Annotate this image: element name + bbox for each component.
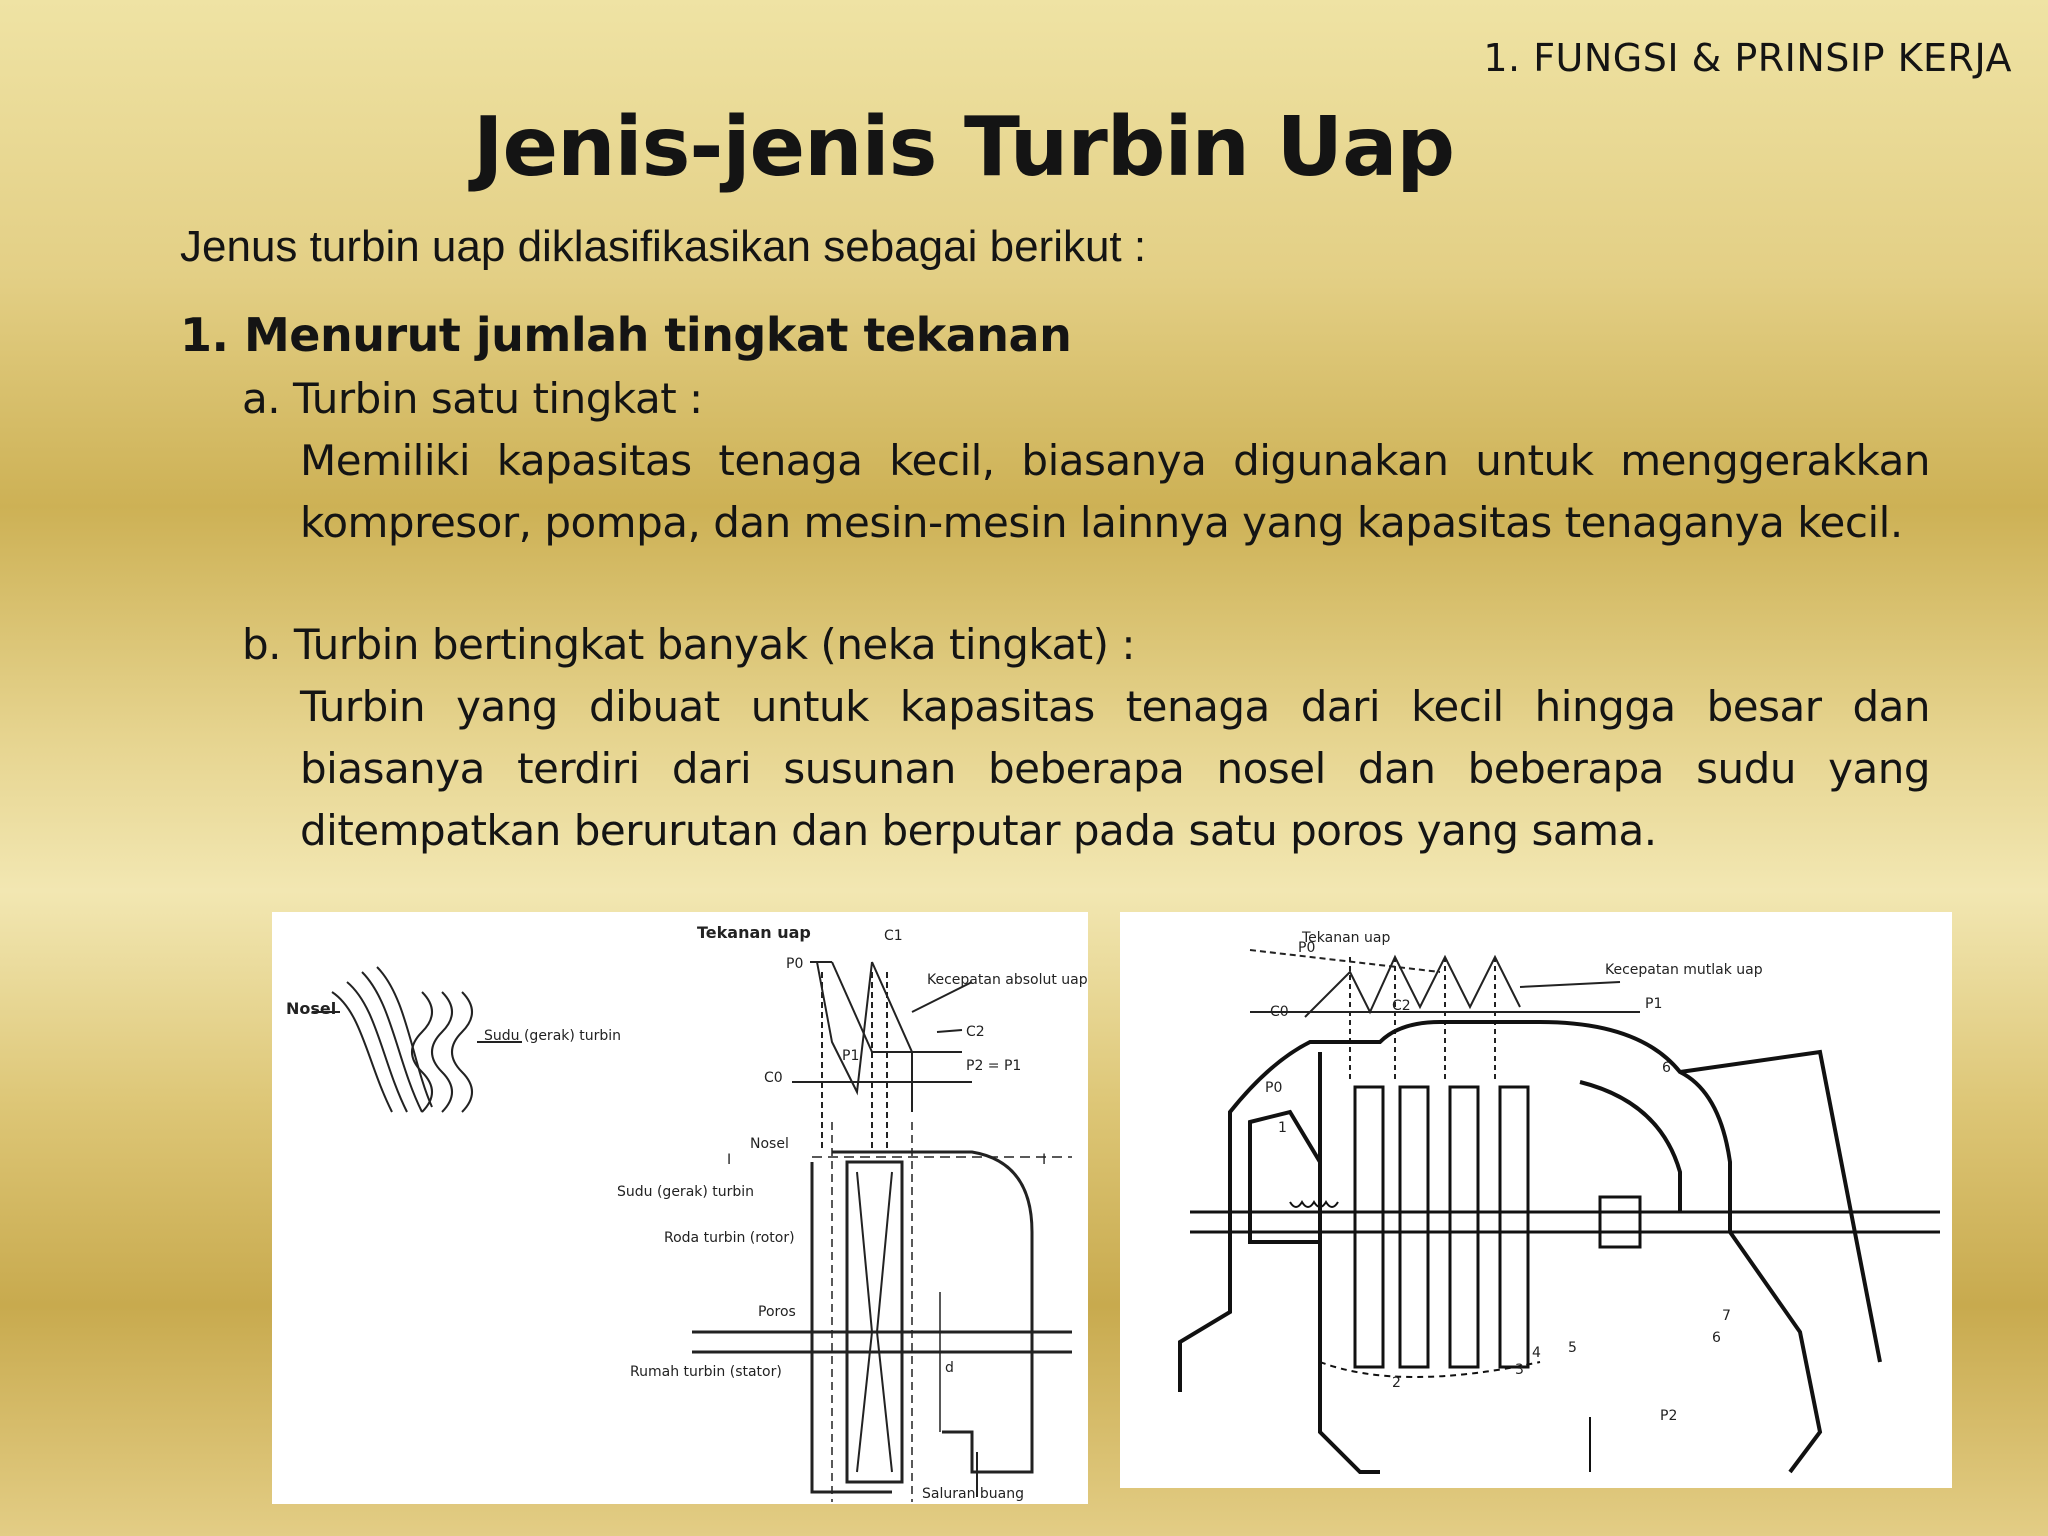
single-stage-turbine-diagram: [272, 912, 1088, 1504]
multi-tekanan-label: Tekanan uap: [1302, 930, 1391, 946]
multi-kecepatan-label: Kecepatan mutlak uap: [1605, 962, 1763, 978]
slide-title: Jenis-jenis Turbin Uap: [473, 100, 1455, 195]
multi-c0-label: C0: [1270, 1004, 1289, 1020]
multi-stage-turbine-svg: [1120, 912, 1952, 1488]
tekanan-uap-label: Tekanan uap: [697, 923, 811, 942]
heading-1: 1. Menurut jumlah tingkat tekanan: [180, 308, 1072, 362]
c2-label: C2: [966, 1024, 985, 1040]
item-a-text: Memiliki kapasitas tenaga kecil, biasanya digunakan untuk menggerakkan kompresor, pompa, dan mesin-mesin lainnya yang kapasitas tenaganya kecil.: [300, 436, 1930, 547]
multi-c2-label: C2: [1392, 998, 1411, 1014]
num-2-label: 2: [1392, 1375, 1401, 1391]
multi-p0-inner-label: P0: [1265, 1080, 1283, 1096]
item-b-label: b. Turbin bertingkat banyak (neka tingkat) :: [242, 620, 1136, 669]
mark-right: I: [1042, 1152, 1047, 1168]
sudu-turbin-label: Sudu (gerak) turbin: [484, 1028, 622, 1044]
poros-label: Poros: [758, 1304, 796, 1320]
item-a-label: a. Turbin satu tingkat :: [242, 374, 703, 423]
mark-left: I: [727, 1152, 732, 1168]
pressure-velocity-graph: [792, 962, 972, 1152]
p2-p1-label: P2 = P1: [966, 1058, 1022, 1074]
num-7-label: 7: [1722, 1308, 1731, 1324]
c1-label: C1: [884, 928, 903, 944]
multi-pressure-graph: [1250, 950, 1640, 1082]
intro-text: Jenus turbin uap diklasifikasikan sebagai berikut :: [180, 222, 1147, 271]
num-1-label: 1: [1278, 1120, 1287, 1136]
rumah-label: Rumah turbin (stator): [630, 1364, 782, 1380]
num-4-label: 4: [1532, 1345, 1541, 1361]
single-stage-turbine-svg: [272, 912, 1088, 1504]
saluran-label: Saluran buang: [922, 1486, 1024, 1502]
num-6-label: 6: [1662, 1060, 1671, 1076]
p0-label: P0: [786, 956, 804, 972]
multi-p0-label: P0: [1298, 940, 1316, 956]
num-6b-label: 6: [1712, 1330, 1721, 1346]
multi-stage-turbine-diagram: [1120, 912, 1952, 1488]
multi-rotor-stages: [1190, 1087, 1940, 1472]
nosel-label-top: Nosel: [286, 999, 337, 1018]
num-3-label: 3: [1515, 1362, 1524, 1378]
multi-p1-label: P1: [1645, 996, 1663, 1012]
kecepatan-label: Kecepatan absolut uap: [927, 972, 1088, 988]
d-label: d: [945, 1360, 954, 1376]
multi-p2-label: P2: [1660, 1408, 1678, 1424]
turbine-cross-section: [692, 1122, 1072, 1502]
nosel-label: Nosel: [750, 1136, 789, 1152]
multi-turbine-casing: [1180, 1022, 1880, 1472]
sudu-label: Sudu (gerak) turbin: [617, 1184, 755, 1200]
p1-label: P1: [842, 1048, 860, 1064]
section-label: 1. FUNGSI & PRINSIP KERJA: [1483, 36, 2012, 80]
c0-label: C0: [764, 1070, 783, 1086]
item-b-text: Turbin yang dibuat untuk kapasitas tenaga dari kecil hingga besar dan biasanya terdiri dari susunan beberapa nosel dan beberapa sudu yang ditempatkan berurutan dan berputar pada satu poros yang sama.: [300, 682, 1930, 855]
roda-label: Roda turbin (rotor): [664, 1230, 795, 1246]
num-5-label: 5: [1568, 1340, 1577, 1356]
